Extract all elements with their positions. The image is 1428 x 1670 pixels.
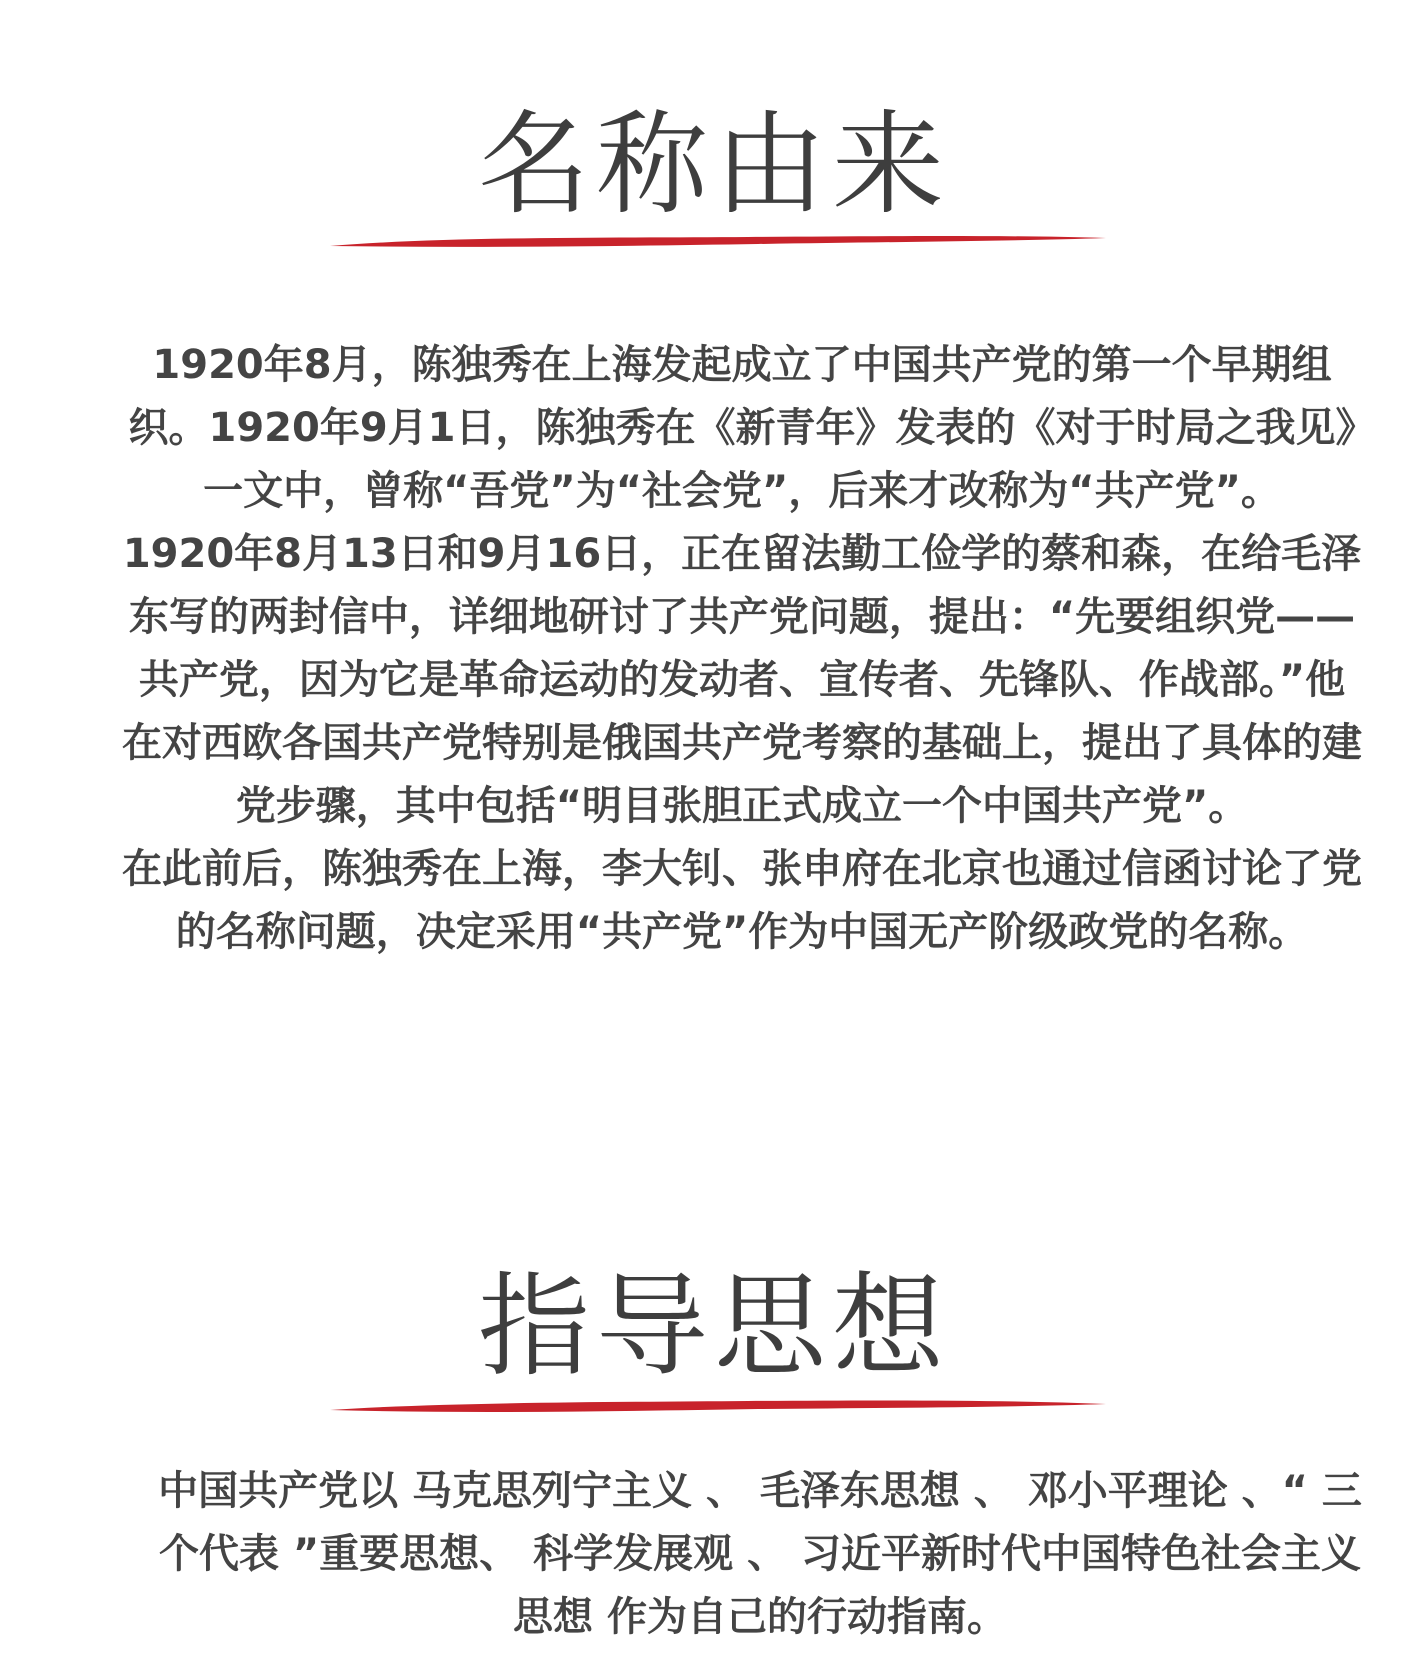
paragraph: 中国共产党以 马克思列宁主义 、 毛泽东思想 、 邓小平理论 、“ 三个代表 ”重要思想、 科学发展观 、 习近平新时代中国特色社会主义思想 作为自己的行动指南。	[158, 1468, 1362, 1640]
section-title-name-origin: 名称由来	[478, 100, 950, 230]
paragraph: 在此前后，陈独秀在上海，李大钊、张申府在北京也通过信函讨论了党的名称问题，决定采用“共产党”作为中国无产阶级政党的名称。	[122, 846, 1362, 955]
section-body-guiding-ideology	[140, 1460, 1380, 1649]
paragraph: 1920年8月，陈独秀在上海发起成立了中国共产党的第一个早期组织。1920年9月1日，陈独秀在《新青年》发表的《对于时局之我见》一文中，曾称“吾党”为“社会党”，后来才改称为“共产党”。	[128, 342, 1356, 514]
red-brush-underline	[328, 232, 1108, 252]
paragraph: 1920年8月13日和9月16日，正在留法勤工俭学的蔡和森，在给毛泽东写的两封信中，详细地研讨了共产党问题，提出：“先要组织党——共产党，因为它是革命运动的发动者、宣传者、先锋队、作战部。”他在对西欧各国共产党特别是俄国共产党考察的基础上，提出了具体的建党步骤，其中包括“明目张胆正式成立一个中国共产党”。	[122, 531, 1362, 829]
section-body-name-origin	[122, 334, 1362, 964]
red-brush-underline	[328, 1397, 1108, 1417]
section-title-guiding-ideology: 指导思想	[478, 1262, 950, 1392]
